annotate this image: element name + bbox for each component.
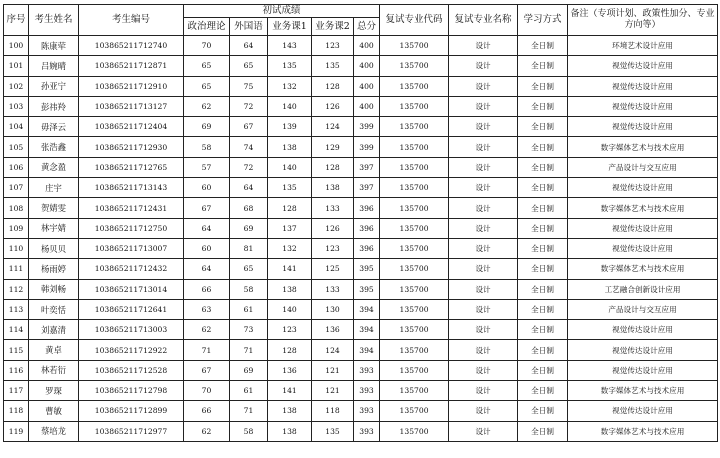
cell-total: 396 — [354, 198, 380, 218]
table-row — [4, 238, 718, 258]
cell-note: 视觉传达设计应用 — [568, 401, 718, 421]
cell-foreign: 58 — [230, 421, 268, 441]
cell-course2: 125 — [312, 259, 354, 279]
cell-politics: 67 — [184, 198, 230, 218]
cell-major-code: 135700 — [380, 360, 449, 380]
cell-major-name: 设计 — [449, 76, 518, 96]
cell-seq: 117 — [4, 381, 29, 401]
cell-course2: 129 — [312, 137, 354, 157]
cell-politics: 67 — [184, 360, 230, 380]
cell-study-mode: 全日制 — [518, 56, 568, 76]
cell-major-code: 135700 — [380, 381, 449, 401]
cell-politics: 66 — [184, 279, 230, 299]
cell-major-name: 设计 — [449, 421, 518, 441]
header-study-mode: 学习方式 — [518, 5, 568, 36]
table-row — [4, 340, 718, 360]
cell-course1: 137 — [268, 218, 312, 238]
cell-major-name: 设计 — [449, 198, 518, 218]
cell-seq: 104 — [4, 117, 29, 137]
cell-note: 视觉传达设计应用 — [568, 56, 718, 76]
cell-id: 103865211712930 — [79, 137, 184, 157]
cell-major-name: 设计 — [449, 299, 518, 319]
cell-course2: 121 — [312, 360, 354, 380]
score-table-container — [3, 4, 718, 442]
cell-name: 庄宇 — [29, 178, 79, 198]
table-header — [4, 5, 718, 36]
cell-note: 数字媒体艺术与技术应用 — [568, 259, 718, 279]
cell-course2: 124 — [312, 117, 354, 137]
cell-total: 394 — [354, 340, 380, 360]
cell-course1: 138 — [268, 421, 312, 441]
cell-study-mode: 全日制 — [518, 299, 568, 319]
cell-total: 400 — [354, 96, 380, 116]
cell-total: 399 — [354, 137, 380, 157]
cell-course1: 138 — [268, 401, 312, 421]
cell-seq: 106 — [4, 157, 29, 177]
cell-politics: 57 — [184, 157, 230, 177]
cell-name: 林若衍 — [29, 360, 79, 380]
cell-name: 毋泽云 — [29, 117, 79, 137]
cell-study-mode: 全日制 — [518, 360, 568, 380]
header-major-code: 复试专业代码 — [380, 5, 449, 36]
cell-study-mode: 全日制 — [518, 76, 568, 96]
table-row — [4, 320, 718, 340]
cell-foreign: 73 — [230, 320, 268, 340]
cell-course2: 138 — [312, 178, 354, 198]
cell-total: 397 — [354, 178, 380, 198]
cell-id: 103865211713007 — [79, 238, 184, 258]
cell-seq: 119 — [4, 421, 29, 441]
cell-course2: 128 — [312, 76, 354, 96]
cell-major-name: 设计 — [449, 178, 518, 198]
table-row — [4, 198, 718, 218]
cell-course2: 130 — [312, 299, 354, 319]
cell-id: 103865211712740 — [79, 36, 184, 56]
cell-course2: 123 — [312, 238, 354, 258]
cell-politics: 65 — [184, 56, 230, 76]
cell-total: 400 — [354, 56, 380, 76]
cell-note: 视觉传达设计应用 — [568, 76, 718, 96]
cell-foreign: 72 — [230, 157, 268, 177]
cell-course1: 139 — [268, 117, 312, 137]
header-seq: 序号 — [4, 5, 29, 36]
cell-course2: 126 — [312, 218, 354, 238]
cell-id: 103865211712798 — [79, 381, 184, 401]
cell-course2: 118 — [312, 401, 354, 421]
cell-politics: 70 — [184, 381, 230, 401]
admission-score-table — [3, 4, 718, 442]
cell-total: 395 — [354, 259, 380, 279]
cell-course2: 124 — [312, 340, 354, 360]
cell-name: 曹敏 — [29, 401, 79, 421]
cell-major-name: 设计 — [449, 157, 518, 177]
cell-study-mode: 全日制 — [518, 340, 568, 360]
cell-id: 103865211712922 — [79, 340, 184, 360]
cell-study-mode: 全日制 — [518, 238, 568, 258]
cell-name: 韩刘畅 — [29, 279, 79, 299]
cell-study-mode: 全日制 — [518, 381, 568, 401]
cell-name: 陈康荦 — [29, 36, 79, 56]
cell-major-code: 135700 — [380, 157, 449, 177]
cell-course1: 141 — [268, 259, 312, 279]
cell-study-mode: 全日制 — [518, 117, 568, 137]
cell-politics: 60 — [184, 178, 230, 198]
cell-politics: 64 — [184, 218, 230, 238]
cell-id: 103865211712871 — [79, 56, 184, 76]
cell-foreign: 81 — [230, 238, 268, 258]
cell-name: 叶奕恬 — [29, 299, 79, 319]
cell-course2: 135 — [312, 56, 354, 76]
cell-major-code: 135700 — [380, 178, 449, 198]
table-row — [4, 117, 718, 137]
cell-study-mode: 全日制 — [518, 157, 568, 177]
cell-name: 贺婧雯 — [29, 198, 79, 218]
cell-total: 397 — [354, 157, 380, 177]
header-name: 考生姓名 — [29, 5, 79, 36]
cell-total: 393 — [354, 381, 380, 401]
cell-note: 工艺融合创新设计应用 — [568, 279, 718, 299]
cell-major-name: 设计 — [449, 279, 518, 299]
cell-politics: 62 — [184, 320, 230, 340]
cell-politics: 70 — [184, 36, 230, 56]
cell-foreign: 68 — [230, 198, 268, 218]
table-row — [4, 56, 718, 76]
cell-total: 400 — [354, 76, 380, 96]
cell-course2: 133 — [312, 279, 354, 299]
cell-politics: 64 — [184, 259, 230, 279]
cell-id: 103865211713003 — [79, 320, 184, 340]
cell-total: 394 — [354, 299, 380, 319]
table-row — [4, 218, 718, 238]
cell-foreign: 74 — [230, 137, 268, 157]
cell-major-code: 135700 — [380, 198, 449, 218]
cell-note: 视觉传达设计应用 — [568, 117, 718, 137]
cell-politics: 62 — [184, 96, 230, 116]
cell-foreign: 58 — [230, 279, 268, 299]
cell-politics: 71 — [184, 340, 230, 360]
cell-study-mode: 全日制 — [518, 218, 568, 238]
table-row — [4, 76, 718, 96]
cell-study-mode: 全日制 — [518, 421, 568, 441]
cell-course1: 140 — [268, 157, 312, 177]
cell-course1: 132 — [268, 238, 312, 258]
cell-note: 数字媒体艺术与技术应用 — [568, 198, 718, 218]
table-row — [4, 259, 718, 279]
cell-major-code: 135700 — [380, 401, 449, 421]
cell-total: 396 — [354, 238, 380, 258]
cell-major-code: 135700 — [380, 320, 449, 340]
cell-total: 393 — [354, 360, 380, 380]
cell-major-name: 设计 — [449, 96, 518, 116]
cell-course1: 141 — [268, 381, 312, 401]
cell-foreign: 71 — [230, 401, 268, 421]
cell-politics: 66 — [184, 401, 230, 421]
cell-note: 数字媒体艺术与技术应用 — [568, 421, 718, 441]
cell-total: 393 — [354, 401, 380, 421]
cell-name: 刘嘉清 — [29, 320, 79, 340]
table-row — [4, 137, 718, 157]
cell-major-code: 135700 — [380, 259, 449, 279]
cell-id: 103865211712641 — [79, 299, 184, 319]
cell-course2: 136 — [312, 320, 354, 340]
cell-course1: 136 — [268, 360, 312, 380]
cell-course1: 140 — [268, 299, 312, 319]
cell-id: 103865211713127 — [79, 96, 184, 116]
cell-major-name: 设计 — [449, 36, 518, 56]
cell-note: 视觉传达设计应用 — [568, 218, 718, 238]
table-row — [4, 401, 718, 421]
cell-id: 103865211712899 — [79, 401, 184, 421]
cell-study-mode: 全日制 — [518, 259, 568, 279]
cell-id: 103865211713143 — [79, 178, 184, 198]
cell-study-mode: 全日制 — [518, 279, 568, 299]
cell-note: 视觉传达设计应用 — [568, 238, 718, 258]
cell-seq: 108 — [4, 198, 29, 218]
header-total: 总分 — [354, 18, 380, 36]
cell-seq: 102 — [4, 76, 29, 96]
header-course2: 业务课2 — [312, 18, 354, 36]
cell-major-code: 135700 — [380, 56, 449, 76]
cell-seq: 118 — [4, 401, 29, 421]
cell-name: 杨雨婷 — [29, 259, 79, 279]
cell-id: 103865211712404 — [79, 117, 184, 137]
cell-major-name: 设计 — [449, 340, 518, 360]
cell-study-mode: 全日制 — [518, 178, 568, 198]
header-politics: 政治理论 — [184, 18, 230, 36]
cell-seq: 114 — [4, 320, 29, 340]
cell-id: 103865211712910 — [79, 76, 184, 96]
cell-id: 103865211713014 — [79, 279, 184, 299]
cell-major-name: 设计 — [449, 320, 518, 340]
cell-study-mode: 全日制 — [518, 320, 568, 340]
cell-seq: 107 — [4, 178, 29, 198]
cell-major-code: 135700 — [380, 340, 449, 360]
cell-course2: 135 — [312, 421, 354, 441]
table-body — [4, 36, 718, 442]
header-foreign: 外国语 — [230, 18, 268, 36]
cell-name: 黄卓 — [29, 340, 79, 360]
cell-foreign: 61 — [230, 299, 268, 319]
cell-foreign: 67 — [230, 117, 268, 137]
cell-course1: 140 — [268, 96, 312, 116]
cell-major-name: 设计 — [449, 381, 518, 401]
cell-major-name: 设计 — [449, 401, 518, 421]
header-id: 考生编号 — [79, 5, 184, 36]
cell-note: 视觉传达设计应用 — [568, 96, 718, 116]
cell-id: 103865211712432 — [79, 259, 184, 279]
cell-major-name: 设计 — [449, 259, 518, 279]
cell-note: 视觉传达设计应用 — [568, 360, 718, 380]
cell-total: 396 — [354, 218, 380, 238]
cell-course1: 135 — [268, 178, 312, 198]
header-course1: 业务课1 — [268, 18, 312, 36]
cell-foreign: 65 — [230, 259, 268, 279]
cell-major-code: 135700 — [380, 96, 449, 116]
cell-foreign: 69 — [230, 360, 268, 380]
cell-seq: 110 — [4, 238, 29, 258]
cell-name: 罗琛 — [29, 381, 79, 401]
cell-note: 产品设计与交互应用 — [568, 299, 718, 319]
cell-foreign: 71 — [230, 340, 268, 360]
cell-study-mode: 全日制 — [518, 36, 568, 56]
cell-course1: 128 — [268, 198, 312, 218]
cell-name: 张浩鑫 — [29, 137, 79, 157]
table-row — [4, 96, 718, 116]
cell-note: 数字媒体艺术与技术应用 — [568, 137, 718, 157]
cell-note: 产品设计与交互应用 — [568, 157, 718, 177]
cell-study-mode: 全日制 — [518, 137, 568, 157]
cell-seq: 100 — [4, 36, 29, 56]
cell-major-name: 设计 — [449, 137, 518, 157]
cell-study-mode: 全日制 — [518, 96, 568, 116]
cell-seq: 109 — [4, 218, 29, 238]
cell-seq: 116 — [4, 360, 29, 380]
cell-name: 彭祎羚 — [29, 96, 79, 116]
cell-id: 103865211712765 — [79, 157, 184, 177]
cell-name: 杨贝贝 — [29, 238, 79, 258]
cell-seq: 112 — [4, 279, 29, 299]
cell-major-code: 135700 — [380, 36, 449, 56]
cell-major-name: 设计 — [449, 56, 518, 76]
cell-total: 395 — [354, 279, 380, 299]
cell-course1: 135 — [268, 56, 312, 76]
cell-course1: 128 — [268, 340, 312, 360]
cell-course1: 138 — [268, 279, 312, 299]
cell-major-name: 设计 — [449, 360, 518, 380]
cell-total: 393 — [354, 421, 380, 441]
header-initial-scores: 初试成绩 — [184, 5, 380, 18]
cell-course2: 133 — [312, 198, 354, 218]
cell-seq: 101 — [4, 56, 29, 76]
cell-course1: 143 — [268, 36, 312, 56]
cell-study-mode: 全日制 — [518, 198, 568, 218]
cell-course2: 123 — [312, 36, 354, 56]
cell-total: 394 — [354, 320, 380, 340]
cell-politics: 63 — [184, 299, 230, 319]
cell-id: 103865211712431 — [79, 198, 184, 218]
table-row — [4, 299, 718, 319]
cell-major-name: 设计 — [449, 117, 518, 137]
header-note: 备注（专项计划、政策性加分、专业方向等） — [568, 5, 718, 36]
cell-foreign: 69 — [230, 218, 268, 238]
cell-politics: 60 — [184, 238, 230, 258]
cell-id: 103865211712750 — [79, 218, 184, 238]
cell-major-code: 135700 — [380, 299, 449, 319]
cell-major-code: 135700 — [380, 218, 449, 238]
cell-course1: 132 — [268, 76, 312, 96]
cell-name: 林宇婧 — [29, 218, 79, 238]
cell-foreign: 75 — [230, 76, 268, 96]
cell-study-mode: 全日制 — [518, 401, 568, 421]
cell-note: 视觉传达设计应用 — [568, 340, 718, 360]
cell-politics: 62 — [184, 421, 230, 441]
cell-major-code: 135700 — [380, 117, 449, 137]
cell-name: 孙亚宁 — [29, 76, 79, 96]
cell-major-code: 135700 — [380, 238, 449, 258]
cell-foreign: 65 — [230, 56, 268, 76]
cell-seq: 115 — [4, 340, 29, 360]
cell-major-code: 135700 — [380, 76, 449, 96]
cell-course2: 128 — [312, 157, 354, 177]
cell-id: 103865211712528 — [79, 360, 184, 380]
table-row — [4, 381, 718, 401]
cell-politics: 69 — [184, 117, 230, 137]
cell-seq: 105 — [4, 137, 29, 157]
cell-seq: 113 — [4, 299, 29, 319]
table-row — [4, 157, 718, 177]
table-row — [4, 279, 718, 299]
cell-major-name: 设计 — [449, 238, 518, 258]
cell-politics: 58 — [184, 137, 230, 157]
cell-total: 399 — [354, 117, 380, 137]
table-row — [4, 36, 718, 56]
cell-course2: 121 — [312, 381, 354, 401]
table-row — [4, 360, 718, 380]
cell-name: 蔡培龙 — [29, 421, 79, 441]
cell-foreign: 64 — [230, 36, 268, 56]
table-row — [4, 178, 718, 198]
cell-major-code: 135700 — [380, 279, 449, 299]
cell-major-code: 135700 — [380, 137, 449, 157]
header-major-name: 复试专业名称 — [449, 5, 518, 36]
cell-course2: 126 — [312, 96, 354, 116]
cell-seq: 111 — [4, 259, 29, 279]
cell-foreign: 72 — [230, 96, 268, 116]
cell-note: 数字媒体艺术与技术应用 — [568, 381, 718, 401]
cell-course1: 138 — [268, 137, 312, 157]
cell-note: 视觉传达设计应用 — [568, 320, 718, 340]
cell-note: 视觉传达设计应用 — [568, 178, 718, 198]
cell-foreign: 64 — [230, 178, 268, 198]
cell-major-code: 135700 — [380, 421, 449, 441]
cell-foreign: 61 — [230, 381, 268, 401]
cell-course1: 123 — [268, 320, 312, 340]
cell-major-name: 设计 — [449, 218, 518, 238]
cell-name: 黄念盈 — [29, 157, 79, 177]
cell-name: 吕婉晴 — [29, 56, 79, 76]
table-row — [4, 421, 718, 441]
cell-total: 400 — [354, 36, 380, 56]
cell-id: 103865211712977 — [79, 421, 184, 441]
cell-politics: 65 — [184, 76, 230, 96]
cell-note: 环境艺术设计应用 — [568, 36, 718, 56]
cell-seq: 103 — [4, 96, 29, 116]
